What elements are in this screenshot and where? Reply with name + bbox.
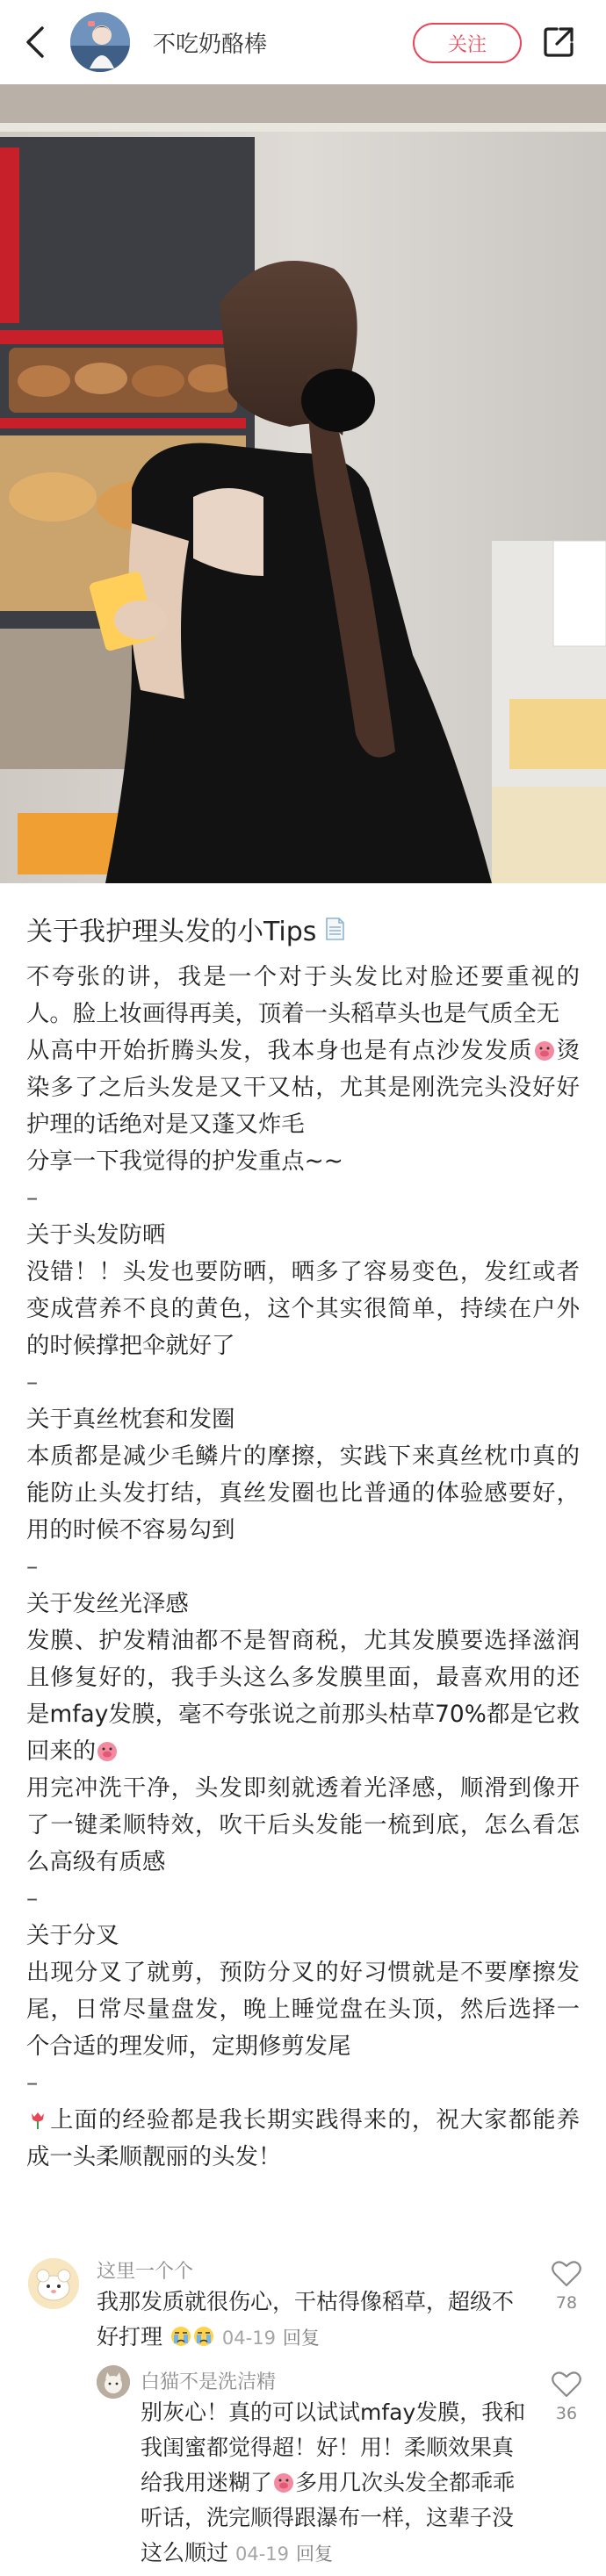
like-count: 78 <box>555 2293 578 2313</box>
comment-date: 04-19 <box>221 2328 276 2349</box>
post-paragraph-text: 上面的经验都是我长期实践得来的，祝大家都能养成一头柔顺靓丽的头发！ <box>26 2106 580 2170</box>
top-bar <box>0 0 606 84</box>
post-paragraph <box>26 1033 580 1143</box>
reply-button[interactable]: 回复 <box>295 2544 333 2565</box>
divider-dash: – <box>26 2069 39 2097</box>
follow-button[interactable]: 关注 <box>413 23 522 63</box>
pig-face-icon <box>96 1739 119 1762</box>
divider-dash: – <box>26 1553 39 1580</box>
heart-outline-icon <box>551 2260 582 2288</box>
post-paragraph <box>26 1623 580 1770</box>
post-paragraph: 不夸张的讲，我是一个对于头发比对脸还要重视的人。脸上妆画得再美，顶着一头稻草头也是气质全无 <box>26 963 580 1027</box>
pig-face-icon <box>533 1039 556 1061</box>
post-paragraph-text: 发膜、护发精油都不是智商税，尤其发膜要选择滋润且修复好的，我手头这么多发膜里面，最喜欢用的还是mfay发膜，毫不夸张说之前那头枯草70%都是它救回来的 <box>26 1627 580 1765</box>
commenter-avatar[interactable] <box>97 2365 130 2399</box>
crying-face-icon <box>170 2325 192 2348</box>
divider-dash: – <box>26 1369 39 1396</box>
post-paragraph <box>26 2102 580 2176</box>
comment-body: 多用几次头发全都乖乖听话，洗完顺得跟瀑布一样，这辈子没这么顺过 <box>141 2470 516 2565</box>
pig-face-icon <box>272 2471 295 2493</box>
post-photo[interactable] <box>0 84 606 883</box>
heart-outline-icon <box>551 2371 582 2399</box>
post-body <box>26 959 580 2176</box>
commenter-name[interactable]: 白猫不是洗洁精 <box>141 2371 277 2393</box>
like-button[interactable] <box>545 2371 588 2423</box>
post-paragraph: 出现分叉了就剪，预防分叉的好习惯就是不要摩擦发尾，日常尽量盘发，晚上睡觉盘在头顶，然后选择一个合适的理发师，定期修剪发尾 <box>26 1959 580 2060</box>
comment-date: 04-19 <box>234 2544 289 2565</box>
author-avatar[interactable] <box>70 12 130 72</box>
share-icon[interactable] <box>541 25 576 60</box>
post-paragraph-text: 从高中开始折腾头发，我本身也是有点沙发发质 <box>26 1037 533 1064</box>
comment-body: 我那发质就很伤心，干枯得像稻草，超级不好打理 <box>97 2289 515 2349</box>
post-paragraph: 分享一下我觉得的护发重点~~ <box>26 1148 343 1175</box>
post-paragraph-text: 烫染多了之后头发是又干又枯，尤其是刚洗完头没好好护理的话绝对是又蓬又炸毛 <box>26 1037 581 1138</box>
section-heading: 关于真丝枕套和发圈 <box>26 1406 235 1433</box>
post-title-text: 关于我护理头发的小Tips <box>26 917 317 947</box>
author-name[interactable]: 不吃奶酪棒 <box>153 32 268 58</box>
comment-body: 别灰心！真的可以试试mfay发膜，我和我闺蜜都觉得超！好！用！柔顺效果真给我用迷糊了 <box>141 2400 526 2495</box>
divider-dash: – <box>26 1885 39 1912</box>
commenter-avatar[interactable] <box>28 2258 79 2309</box>
section-heading: 关于头发防晒 <box>26 1221 166 1248</box>
post-paragraph: 没错！！头发也要防晒，晒多了容易变色，发红或者变成营养不良的黄色，这个其实很简单，持续在户外的时候撑把伞就好了 <box>26 1258 580 1359</box>
page-facing-up-icon <box>321 916 348 942</box>
divider-dash: – <box>26 1184 39 1212</box>
commenter-name[interactable]: 这里一个个 <box>97 2261 194 2283</box>
post-paragraph: 用完冲洗干净，头发即刻就透着光泽感，顺滑到像开了一键柔顺特效，吹干后头发能一梳到底，怎么看怎么高级有质感 <box>26 1774 580 1875</box>
chevron-left-icon[interactable] <box>19 23 54 61</box>
section-heading: 关于分叉 <box>26 1922 119 1949</box>
post-paragraph: 本质都是减少毛鳞片的摩擦，实践下来真丝枕巾真的能防止头发打结，真丝发圈也比普通的体验感要好，用的时候不容易勾到 <box>26 1443 580 1543</box>
like-count: 36 <box>555 2404 578 2423</box>
reply-button[interactable]: 回复 <box>282 2328 320 2349</box>
crying-face-icon <box>192 2325 215 2348</box>
post-title <box>26 910 348 948</box>
comment-text <box>97 2285 527 2356</box>
like-button[interactable] <box>545 2260 588 2313</box>
comment-text <box>141 2395 527 2572</box>
tulip-icon <box>26 2108 49 2131</box>
section-heading: 关于发丝光泽感 <box>26 1590 189 1617</box>
